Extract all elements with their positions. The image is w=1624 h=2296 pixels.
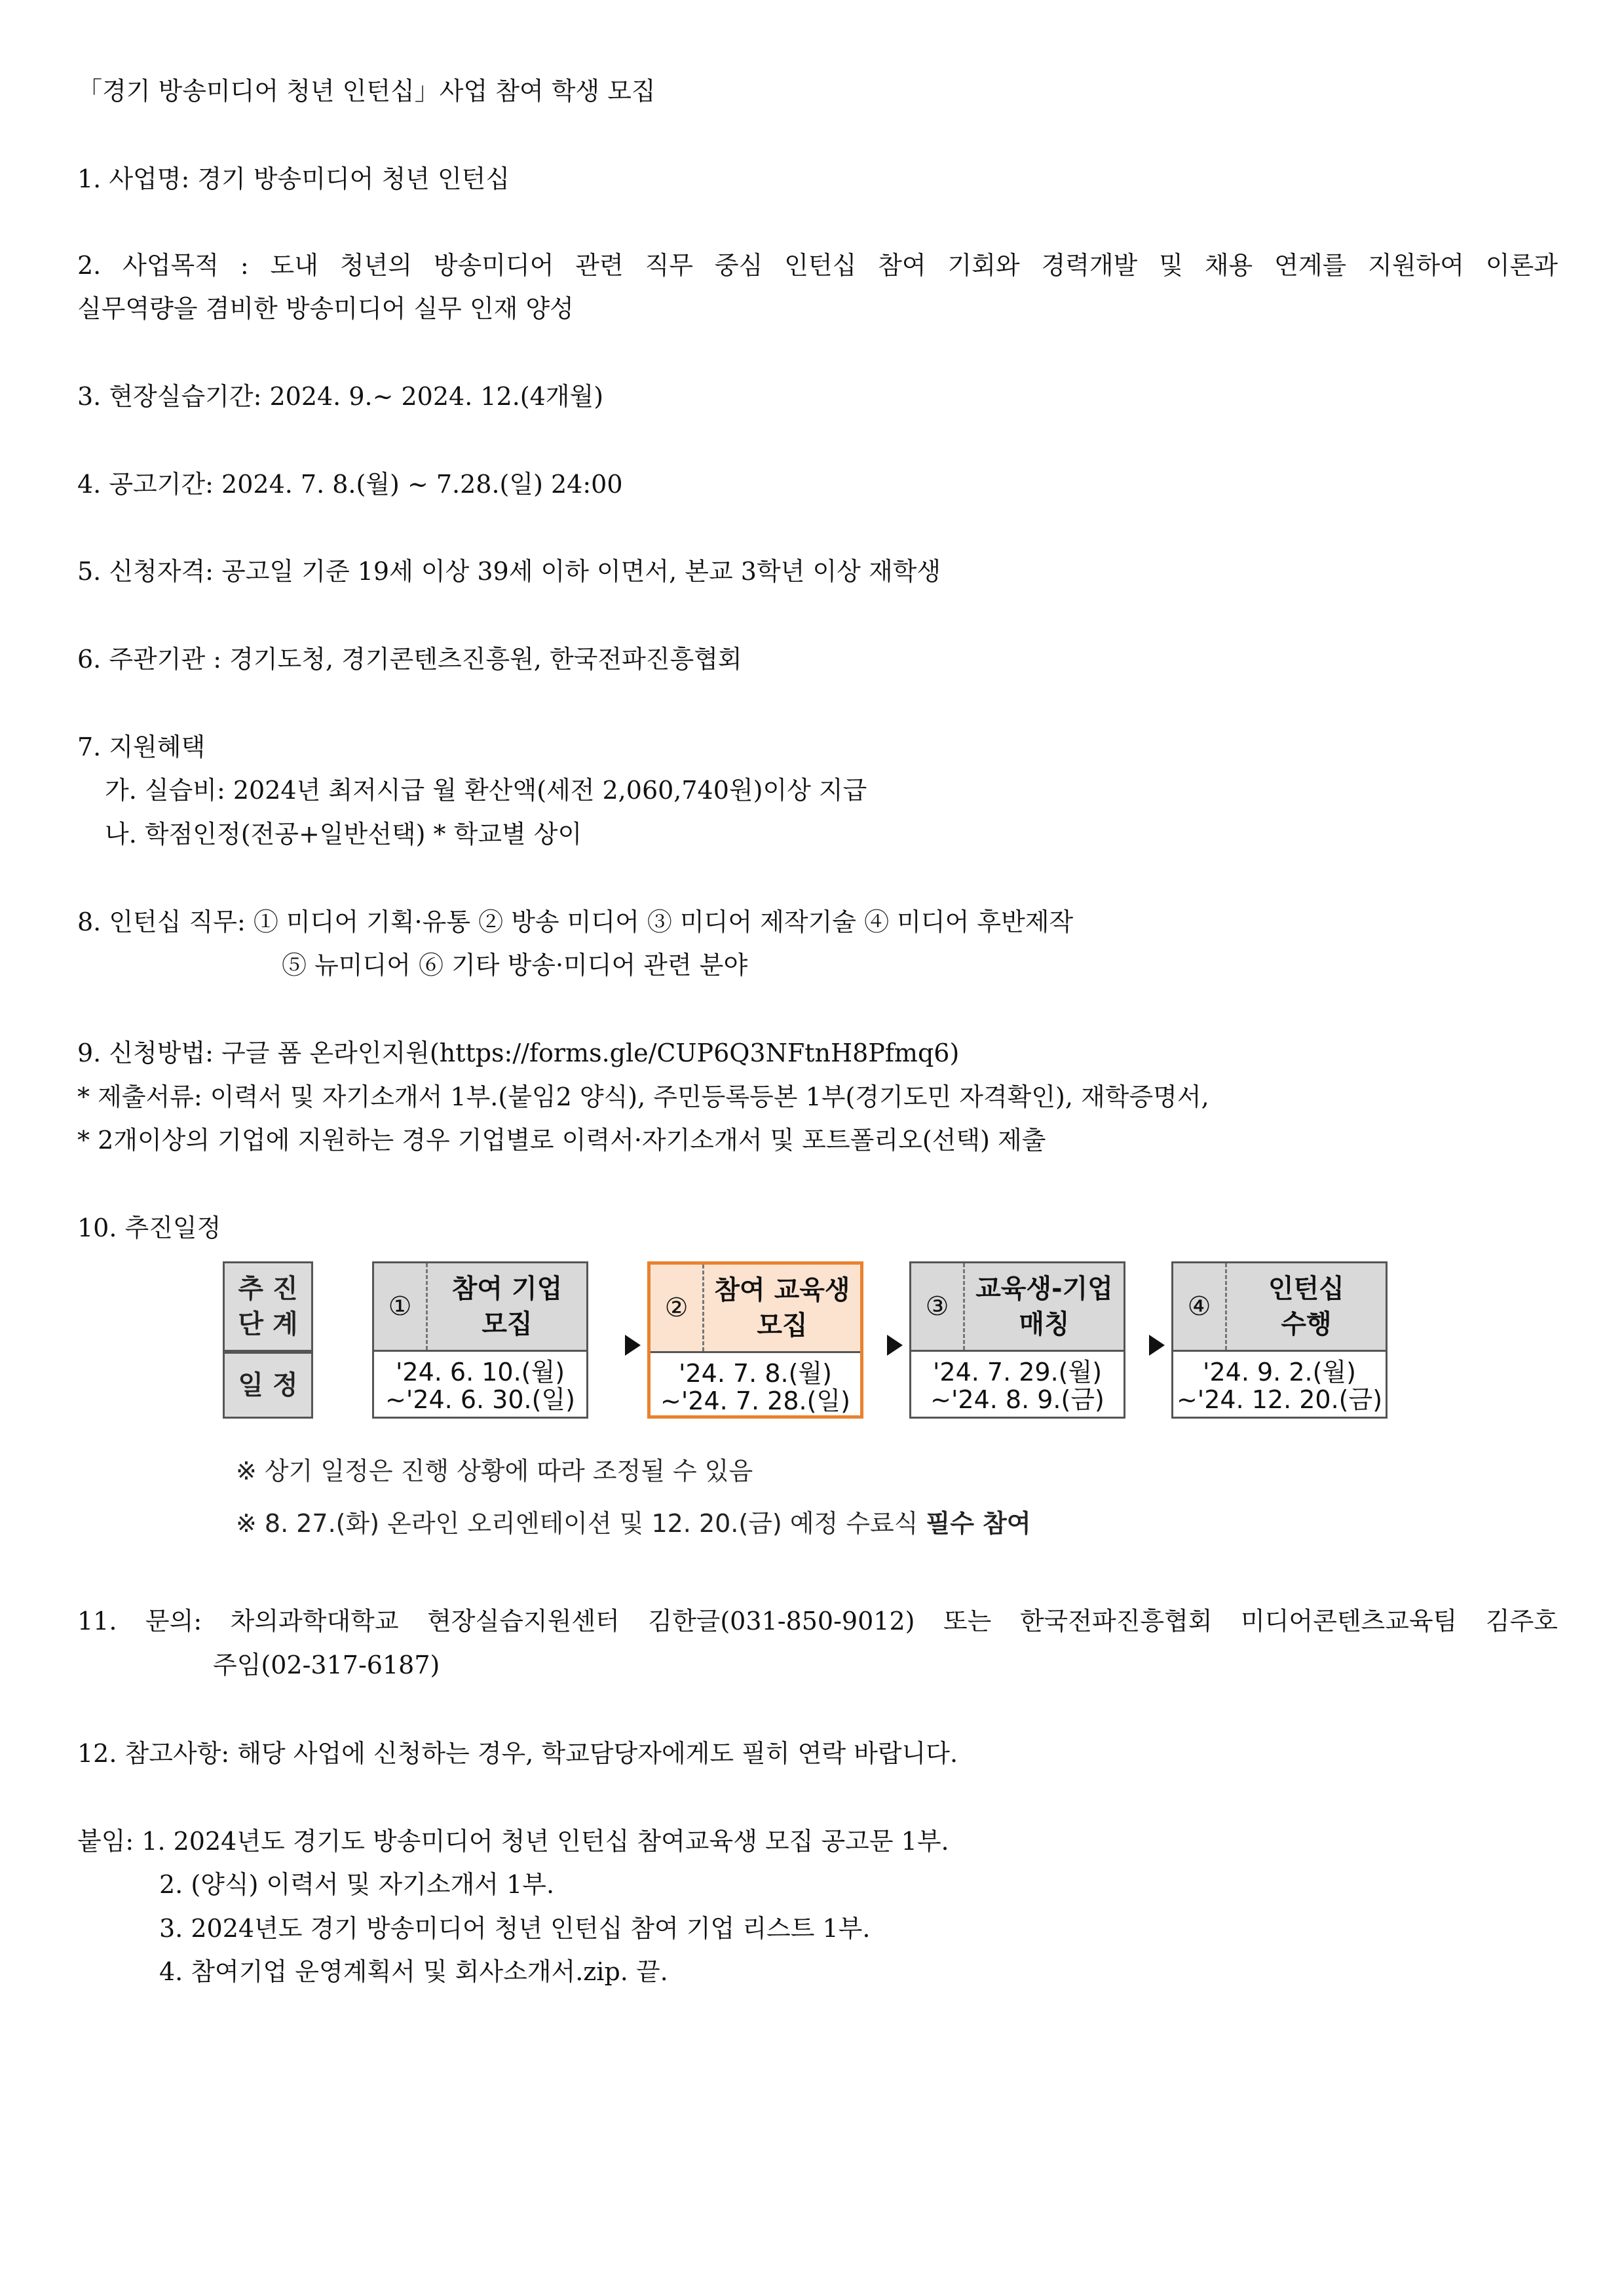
item-3-period: 3. 현장실습기간: 2024. 9.~ 2024. 12.(4개월) (77, 382, 604, 411)
stage-label: 추 진 단 계 (223, 1261, 313, 1352)
item-5-eligibility: 5. 신청자격: 공고일 기준 19세 이상 39세 이하 이면서, 본교 3학년 이상 재학생 (77, 557, 941, 586)
step-number: ① (374, 1263, 428, 1350)
document-title: 「경기 방송미디어 청년 인턴십」사업 참여 학생 모집 (77, 77, 656, 105)
step-dates: '24. 7. 29.(월) ~'24. 8. 9.(금) (930, 1358, 1105, 1414)
step-dates: '24. 7. 8.(월) ~'24. 7. 28.(일) (660, 1359, 850, 1415)
schedule-step-3 (909, 1261, 1125, 1419)
item-6-organizers: 6. 주관기관 : 경기도청, 경기콘텐츠진흥원, 한국전파진흥협회 (77, 645, 742, 674)
item-9-method: 9. 신청방법: 구글 폼 온라인지원(https://forms.gle/CUP6Q3NFtnH8Pfmq6) (77, 1039, 960, 1067)
schedule-step-2 (647, 1261, 863, 1419)
step-dates: '24. 9. 2.(월) ~'24. 12. 20.(금) (1176, 1358, 1383, 1414)
item-9-documents: * 제출서류: 이력서 및 자기소개서 1부.(붙임2 양식), 주민등록등본 1부(경기도민 자격확인), 재학증명서, (77, 1082, 1209, 1111)
attachment-1: 붙임: 1. 2024년도 경기도 방송미디어 청년 인턴십 참여교육생 모집 공고문 1부. (77, 1827, 949, 1856)
schedule-diagram (223, 1261, 1389, 1550)
item-7-benefits: 7. 지원혜택 (77, 733, 206, 761)
item-2-purpose-cont: 실무역량을 겸비한 방송미디어 실무 인재 양성 (77, 294, 574, 323)
item-12-reference: 12. 참고사항: 해당 사업에 신청하는 경우, 학교담당자에게도 필히 연락 바랍니다. (77, 1739, 958, 1768)
item-1-project-name: 1. 사업명: 경기 방송미디어 청년 인턴십 (77, 164, 510, 193)
step-number: ④ (1173, 1263, 1227, 1350)
date-label: 일 정 (223, 1352, 313, 1419)
step-title: 참여 기업 모집 (451, 1274, 563, 1339)
item-10-schedule: 10. 추진일정 (77, 1214, 221, 1242)
step-number: ③ (911, 1263, 965, 1350)
item-2-purpose: 2. 사업목적 : 도내 청년의 방송미디어 관련 직무 중심 인턴십 참여 기회와 경력개발 및 채용 연계를 지원하여 이론과 (77, 251, 1558, 280)
mandatory-emphasis: 필수 참여 (926, 1509, 1031, 1538)
arrow-icon (887, 1335, 903, 1356)
schedule-note-mandatory: ※ 8. 27.(화) 온라인 오리엔테이션 및 12. 20.(금) 예정 수료식 필수 참여 (236, 1509, 1031, 1538)
item-4-notice-period: 4. 공고기간: 2024. 7. 8.(월) ~ 7.28.(일) 24:00 (77, 470, 623, 499)
attachment-3: 3. 2024년도 경기 방송미디어 청년 인턴십 참여 기업 리스트 1부. (159, 1914, 871, 1943)
item-11-contact: 11. 문의: 차의과학대학교 현장실습지원센터 김한글(031-850-9012) 또는 한국전파진흥협회 미디어콘텐츠교육팀 김주호 (77, 1607, 1558, 1636)
item-9-multiple-note: * 2개이상의 기업에 지원하는 경우 기업별로 이력서·자기소개서 및 포트폴리오(선택) 제출 (77, 1126, 1046, 1155)
item-8-duties-cont: ⑤ 뉴미디어 ⑥ 기타 방송·미디어 관련 분야 (282, 951, 748, 980)
arrow-icon (625, 1335, 641, 1356)
step-title: 인턴십 수행 (1268, 1274, 1344, 1339)
item-11-contact-cont: 주임(02-317-6187) (213, 1651, 440, 1679)
item-8-duties: 8. 인턴십 직무: ① 미디어 기획·유통 ② 방송 미디어 ③ 미디어 제작기술 ④ 미디어 후반제작 (77, 908, 1074, 936)
schedule-note-adjustable: ※ 상기 일정은 진행 상황에 따라 조정될 수 있음 (236, 1457, 753, 1485)
schedule-step-4 (1171, 1261, 1388, 1419)
step-number: ② (651, 1265, 704, 1351)
step-title: 참여 교육생 모집 (714, 1275, 850, 1341)
attachment-2: 2. (양식) 이력서 및 자기소개서 1부. (159, 1870, 555, 1899)
item-7a-stipend: 가. 실습비: 2024년 최저시급 월 환산액(세전 2,060,740원)이상 지급 (105, 776, 867, 805)
schedule-step-1 (372, 1261, 588, 1419)
item-7b-credits: 나. 학점인정(전공+일반선택) * 학교별 상이 (105, 820, 582, 849)
attachment-4: 4. 참여기업 운영계획서 및 회사소개서.zip. 끝. (159, 1957, 668, 1986)
step-dates: '24. 6. 10.(월) ~'24. 6. 30.(일) (385, 1358, 575, 1414)
step-title: 교육생-기업 매칭 (975, 1274, 1113, 1339)
arrow-icon (1149, 1335, 1165, 1356)
